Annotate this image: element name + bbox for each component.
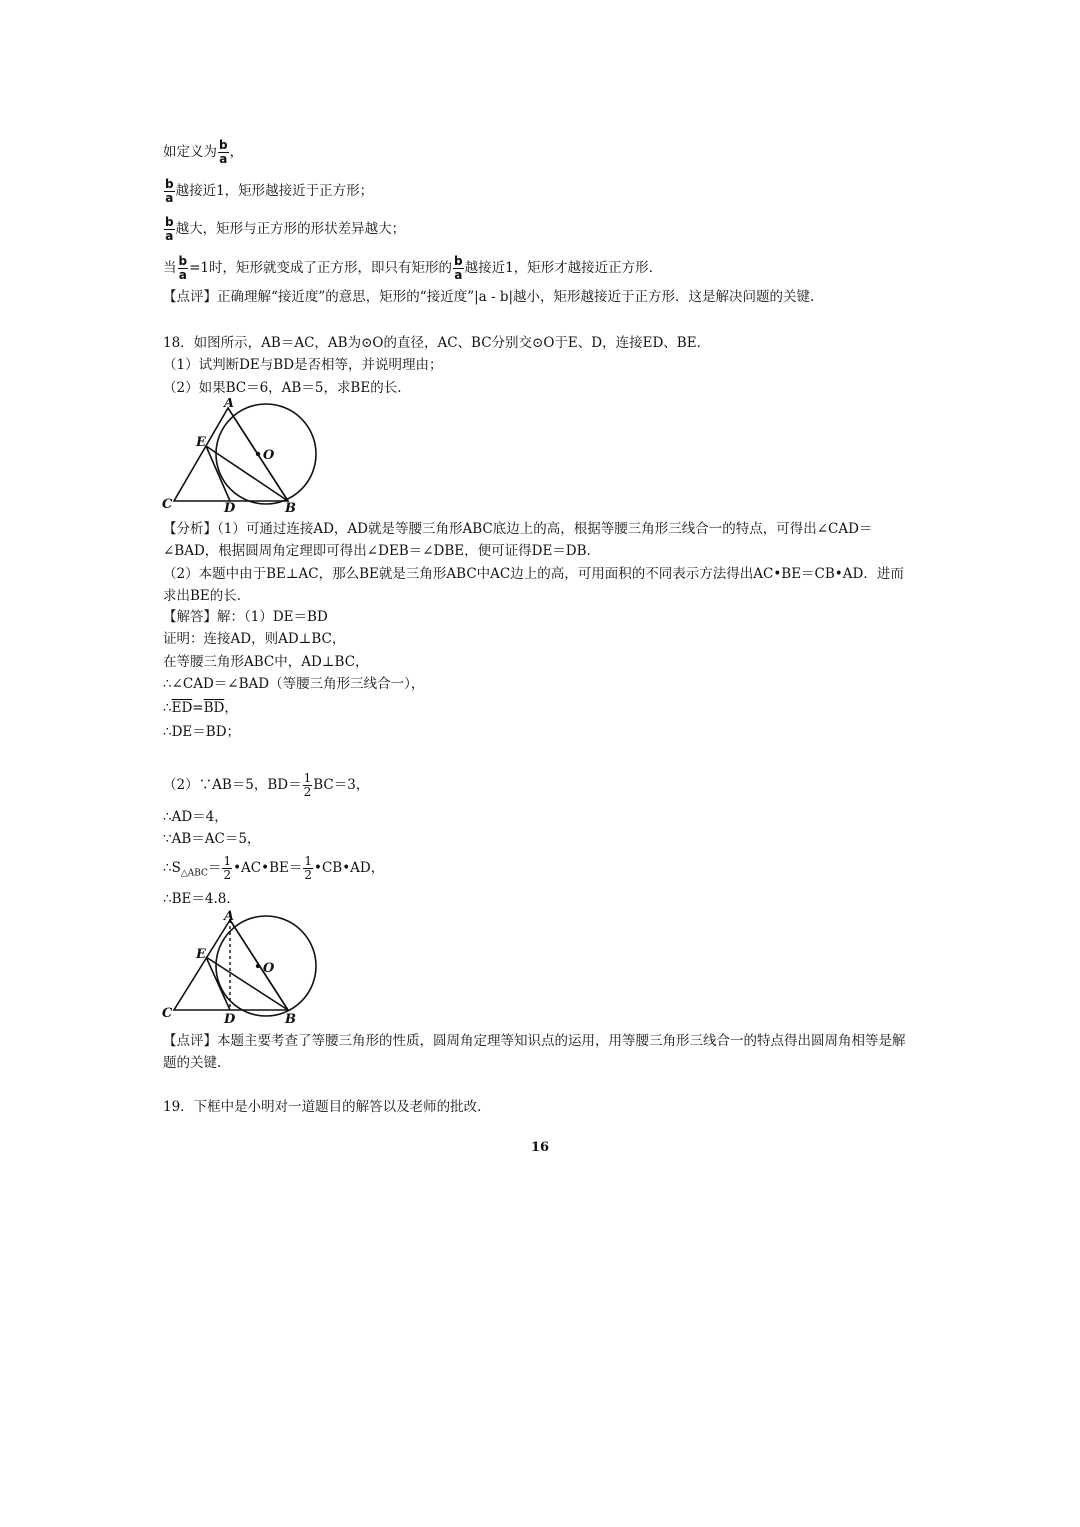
- q18-analysis-1: 【分析】（1）可通过连接AD，AD就是等腰三角形ABC底边上的高，根据等腰三角形三线合一的特点，可得出∠CAD＝∠BAD，根据圆周角定理即可得出∠DEB＝∠DBE，便可证得DE＝DB．: [163, 521, 873, 559]
- text: =: [192, 700, 204, 716]
- text: ，: [229, 144, 244, 160]
- q18-solution-line-4: [163, 699, 238, 717]
- text: 越接近1，矩形越接近于正方形；: [175, 183, 374, 199]
- numerator: b: [178, 254, 188, 268]
- numerator: b: [165, 177, 174, 191]
- fraction-b-over-a: [453, 255, 464, 282]
- denominator: a: [165, 191, 174, 205]
- label-c: C: [162, 497, 173, 512]
- numerator: 1: [304, 854, 312, 868]
- label-e: E: [196, 435, 206, 450]
- text: ＝: [207, 860, 222, 876]
- q18-solution-line-3: ∴∠CAD＝∠BAD（等腰三角形三线合一），: [163, 676, 425, 692]
- text: （2）∵AB＝5，BD＝: [163, 777, 302, 793]
- fraction-b-over-a: [164, 178, 175, 205]
- denominator: a: [454, 268, 463, 282]
- label-b: B: [285, 501, 296, 516]
- denominator: 2: [223, 868, 232, 882]
- q18-ac-line: ∵AB＝AC＝5，: [163, 831, 261, 847]
- denominator: a: [178, 268, 187, 282]
- denominator: 2: [304, 868, 312, 882]
- closeness-line-3: [163, 255, 653, 282]
- denominator: a: [219, 152, 228, 166]
- q18-stem: 18．如图所示，AB＝AC，AB为⊙O的直径，AC、BC分别交⊙O于E、D，连接ED、BE．: [163, 335, 711, 351]
- text: =1时，矩形就变成了正方形，即只有矩形的: [189, 260, 452, 276]
- arc-bd: $\overline{BD}$: [203, 700, 225, 716]
- comment-prev: 【点评】正确理解“接近度”的意思，矩形的“接近度”|a - b|越小，矩形越接近于正方形．这是解决问题的关键.: [163, 289, 815, 305]
- label-c: C: [162, 1006, 173, 1021]
- q18-area-line: [163, 855, 384, 883]
- fraction-b-over-a: [218, 139, 229, 166]
- fraction-one-half: [303, 855, 313, 882]
- q18-part2: （2）如果BC＝6，AB＝5，求BE的长．: [163, 380, 411, 396]
- label-d: D: [224, 501, 236, 516]
- text: BC＝3，: [313, 777, 370, 793]
- numerator: 1: [303, 771, 312, 785]
- q18-analysis-2: （2）本题中由于BE⊥AC，那么BE就是三角形ABC中AC边上的高，可用面积的不同表示方法得出AC•BE＝CB•AD．进而求出BE的长．: [163, 566, 904, 604]
- closeness-line-1: [163, 178, 373, 205]
- denominator: a: [165, 229, 174, 243]
- arc-ed: $\overline{ED}$: [171, 700, 193, 716]
- q18-part2-solution: [163, 772, 369, 799]
- label-o: O: [263, 961, 275, 976]
- label-a: A: [224, 398, 235, 411]
- text: 当: [163, 260, 177, 276]
- label-e: E: [196, 947, 206, 962]
- denominator: 2: [303, 785, 312, 799]
- label-b: B: [285, 1012, 296, 1027]
- page-number: 16: [530, 1140, 550, 1155]
- text: ，: [224, 700, 238, 716]
- text: ∴S: [163, 860, 181, 876]
- text: ∴: [163, 700, 172, 716]
- definition-line: [163, 139, 243, 166]
- text: 越接近1，矩形才越接近正方形.: [464, 260, 653, 276]
- numerator: b: [165, 215, 174, 229]
- label-d: D: [224, 1012, 236, 1027]
- text: 如定义为: [163, 144, 217, 160]
- center-point: [256, 964, 260, 968]
- center-point: [256, 452, 260, 456]
- q18-be-line: ∴BE＝4.8．: [163, 891, 240, 907]
- fraction-b-over-a: [164, 216, 175, 243]
- closeness-line-2: [163, 216, 405, 243]
- geometry-diagram-2: [160, 910, 330, 1034]
- q18-comment: 【点评】本题主要考查了等腰三角形的性质，圆周角定理等知识点的运用，用等腰三角形三线合一的特点得出圆周角相等是解题的关键．: [163, 1033, 906, 1071]
- text: •CB•AD，: [314, 860, 385, 876]
- fraction-b-over-a: [178, 255, 189, 282]
- numerator: b: [219, 138, 228, 152]
- fraction-one-half: [222, 855, 232, 882]
- q19-stem: 19．下框中是小明对一道题目的解答以及老师的批改．: [163, 1099, 491, 1115]
- geometry-diagram-1: [160, 398, 330, 522]
- fraction-one-half: [303, 772, 313, 799]
- q18-ad-line: ∴AD＝4，: [163, 809, 228, 825]
- label-o: O: [263, 448, 275, 463]
- q18-solution-head: 【解答】解：（1）DE＝BD: [163, 609, 328, 625]
- q18-solution-line-2: 在等腰三角形ABC中，AD⊥BC，: [163, 654, 369, 670]
- q18-solution-line-5: ∴DE＝BD；: [163, 724, 241, 740]
- text: •AC•BE＝: [233, 860, 303, 876]
- text: 越大，矩形与正方形的形状差异越大；: [175, 221, 406, 237]
- subscript: △ABC: [180, 868, 208, 879]
- q18-part1: （1）试判断DE与BD是否相等，并说明理由；: [163, 357, 443, 373]
- numerator: b: [454, 254, 463, 268]
- label-a: A: [224, 910, 235, 924]
- q18-solution-line-1: 证明：连接AD，则AD⊥BC，: [163, 631, 346, 647]
- numerator: 1: [223, 854, 232, 868]
